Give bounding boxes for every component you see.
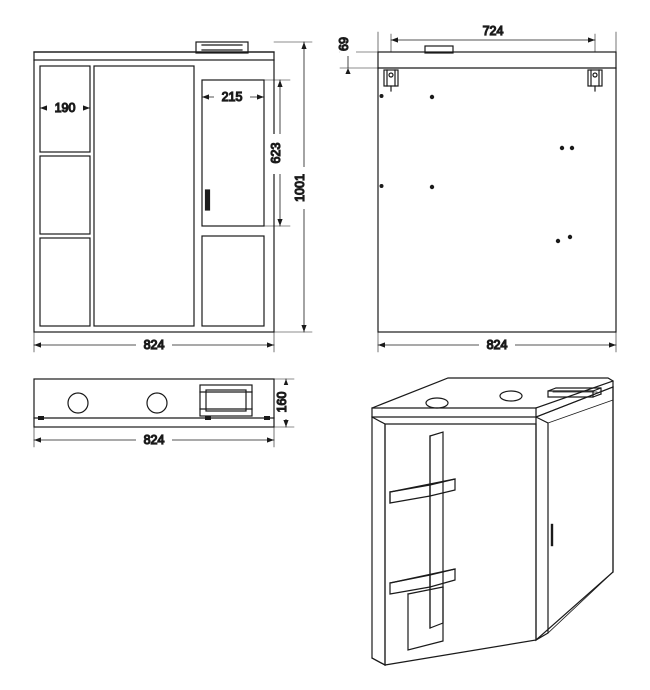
front-mirror-panel (94, 66, 194, 326)
dim-1001-label: 1001 (293, 174, 307, 202)
iso-shelf-upper (390, 479, 455, 503)
iso-cutout-left (426, 398, 448, 408)
dim-824-top-label: 824 (143, 433, 165, 447)
top-cutout-left (68, 393, 88, 413)
isometric-view (372, 378, 613, 665)
iso-cabinet-door-edge (536, 417, 548, 640)
dim-190-label: 190 (54, 101, 76, 115)
dim-824-rear-label: 824 (486, 338, 508, 352)
iso-cutout-right (500, 391, 522, 401)
iso-left-edge (372, 417, 385, 665)
top-outline (34, 379, 274, 427)
top-cutout-right (147, 393, 167, 413)
dim-69-label: 69 (337, 37, 351, 51)
iso-shelf-standard (430, 432, 443, 628)
dim-623-label: 623 (269, 142, 283, 164)
front-door-handle (206, 190, 210, 210)
dim-215-label: 215 (221, 90, 243, 104)
dim-824-front-label: 824 (143, 338, 165, 352)
rear-extension-lines (340, 32, 616, 352)
rear-fixing-points (380, 94, 575, 243)
front-shelf-middle (40, 156, 90, 234)
front-shelf-bottom (40, 238, 90, 326)
top-view (34, 379, 294, 448)
iso-shelf-bottom-riser (408, 587, 443, 650)
front-extension-lines (34, 42, 312, 352)
rear-panel (378, 52, 616, 332)
front-lower-box (202, 236, 264, 326)
front-light-fixture (196, 42, 248, 53)
top-light-box-inner (206, 390, 246, 411)
rear-view (337, 23, 616, 353)
dim-724-label: 724 (482, 24, 504, 38)
dim-160-label: 160 (275, 391, 289, 413)
rear-bracket-left (384, 70, 398, 91)
rear-bracket-right (588, 70, 602, 91)
front-view (34, 42, 312, 353)
